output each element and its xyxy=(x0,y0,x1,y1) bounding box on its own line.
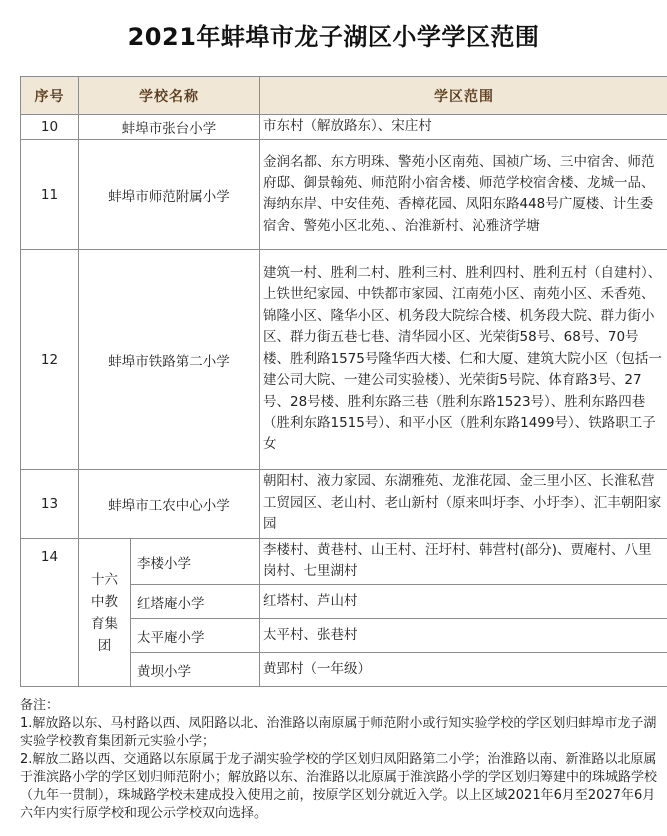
row-area: 朝阳村、液力家园、东湖雅苑、龙淮花园、金三里小区、长淮私营工贸园区、老山村、老山新村（原来叫圩李、小圩李）、汇丰朝阳家园 xyxy=(260,470,667,538)
notes xyxy=(20,697,660,823)
row-no: 13 xyxy=(21,470,79,538)
row-no: 14 xyxy=(21,538,79,687)
header-no: 序号 xyxy=(21,77,79,115)
header-school: 学校名称 xyxy=(79,77,260,115)
row-school: 蚌埠市师范附属小学 xyxy=(79,140,260,250)
header-area: 学区范围 xyxy=(260,77,667,115)
group-name: 十六中教育集团 xyxy=(79,538,131,687)
row-area: 李楼村、黄巷村、山王村、汪圩村、韩营村(部分)、贾庵村、八里岗村、七里湖村 xyxy=(260,538,667,585)
row-area: 市东村（解放路东）、宋庄村 xyxy=(260,115,667,140)
row-school: 蚌埠市工农中心小学 xyxy=(79,470,260,538)
row-school: 蚌埠市张台小学 xyxy=(79,115,260,140)
table-row xyxy=(21,470,667,538)
row-area: 建筑一村、胜利二村、胜利三村、胜利四村、胜利五村（自建村）、上铁世纪家园、中铁都市家园、江南苑小区、南苑小区、禾香苑、锦隆小区、隆华小区、机务段大院综合楼、机务段大院、群力街小区、群力街五巷七巷、清华园小区、光荣街58号、68号、70号楼、胜利路1575号隆华西大楼、仁和大厦、建筑大院小区（包括一建公司大院、一建公司实验楼）、光荣街5号院、体育路3号、27号、28号楼、胜利东路三巷（胜利东路1523号）、胜利东路四巷（胜利东路1515号）、和平小区（胜利东路1499号）、铁路职工子女 xyxy=(260,250,667,470)
sub-school: 红塔庵小学 xyxy=(131,585,260,619)
table-header-row xyxy=(21,77,667,115)
row-no: 11 xyxy=(21,140,79,250)
note-1: 1.解放路以东、马村路以西、凤阳路以北、治淮路以南原属于师范附小或行知实验学校的学区划归蚌埠市龙子湖实验学校教育集团新元实验小学； xyxy=(20,716,657,750)
row-area: 黄郢村（一年级） xyxy=(260,653,667,687)
row-no: 12 xyxy=(21,250,79,470)
table-row xyxy=(21,538,667,585)
page-title: 2021年蚌埠市龙子湖区小学学区范围 xyxy=(127,23,540,51)
table-row xyxy=(21,115,667,140)
table-row xyxy=(21,140,667,250)
note-2: 2.解放二路以西、交通路以东原属于龙子湖实验学校的学区划归凤阳路第二小学；治淮路以南、新淮路以北原属于淮滨路小学的学区划归师范附小；解放路以东、治淮路以北原属于淮滨路小学的学区划归筹建中的珠城路学校（九年一贯制），珠城路学校未建成投入使用之前，按原学区划分就近入学。以上区域2021年6月至2027年6月六年内实行原学校和现公示学校双向选择。 xyxy=(20,752,658,822)
sub-school: 李楼小学 xyxy=(131,538,260,585)
sub-school: 黄坝小学 xyxy=(131,653,260,687)
row-area: 金润名都、东方明珠、警苑小区南苑、国祯广场、三中宿舍、师范府邸、御景翰苑、师范附小宿舍楼、师范学校宿舍楼、龙城一品、海纳东岸、中安佳苑、香樟花园、凤阳东路448号广厦楼、计生委宿舍、警苑小区北苑、、治淮新村、沁雅济学塘 xyxy=(260,140,667,250)
school-district-table xyxy=(20,76,667,687)
row-no: 10 xyxy=(21,115,79,140)
notes-label: 备注： xyxy=(20,698,60,714)
row-school: 蚌埠市铁路第二小学 xyxy=(79,250,260,470)
table-row xyxy=(21,250,667,470)
row-area: 太平村、张巷村 xyxy=(260,619,667,653)
sub-school: 太平庵小学 xyxy=(131,619,260,653)
row-area: 红塔村、芦山村 xyxy=(260,585,667,619)
